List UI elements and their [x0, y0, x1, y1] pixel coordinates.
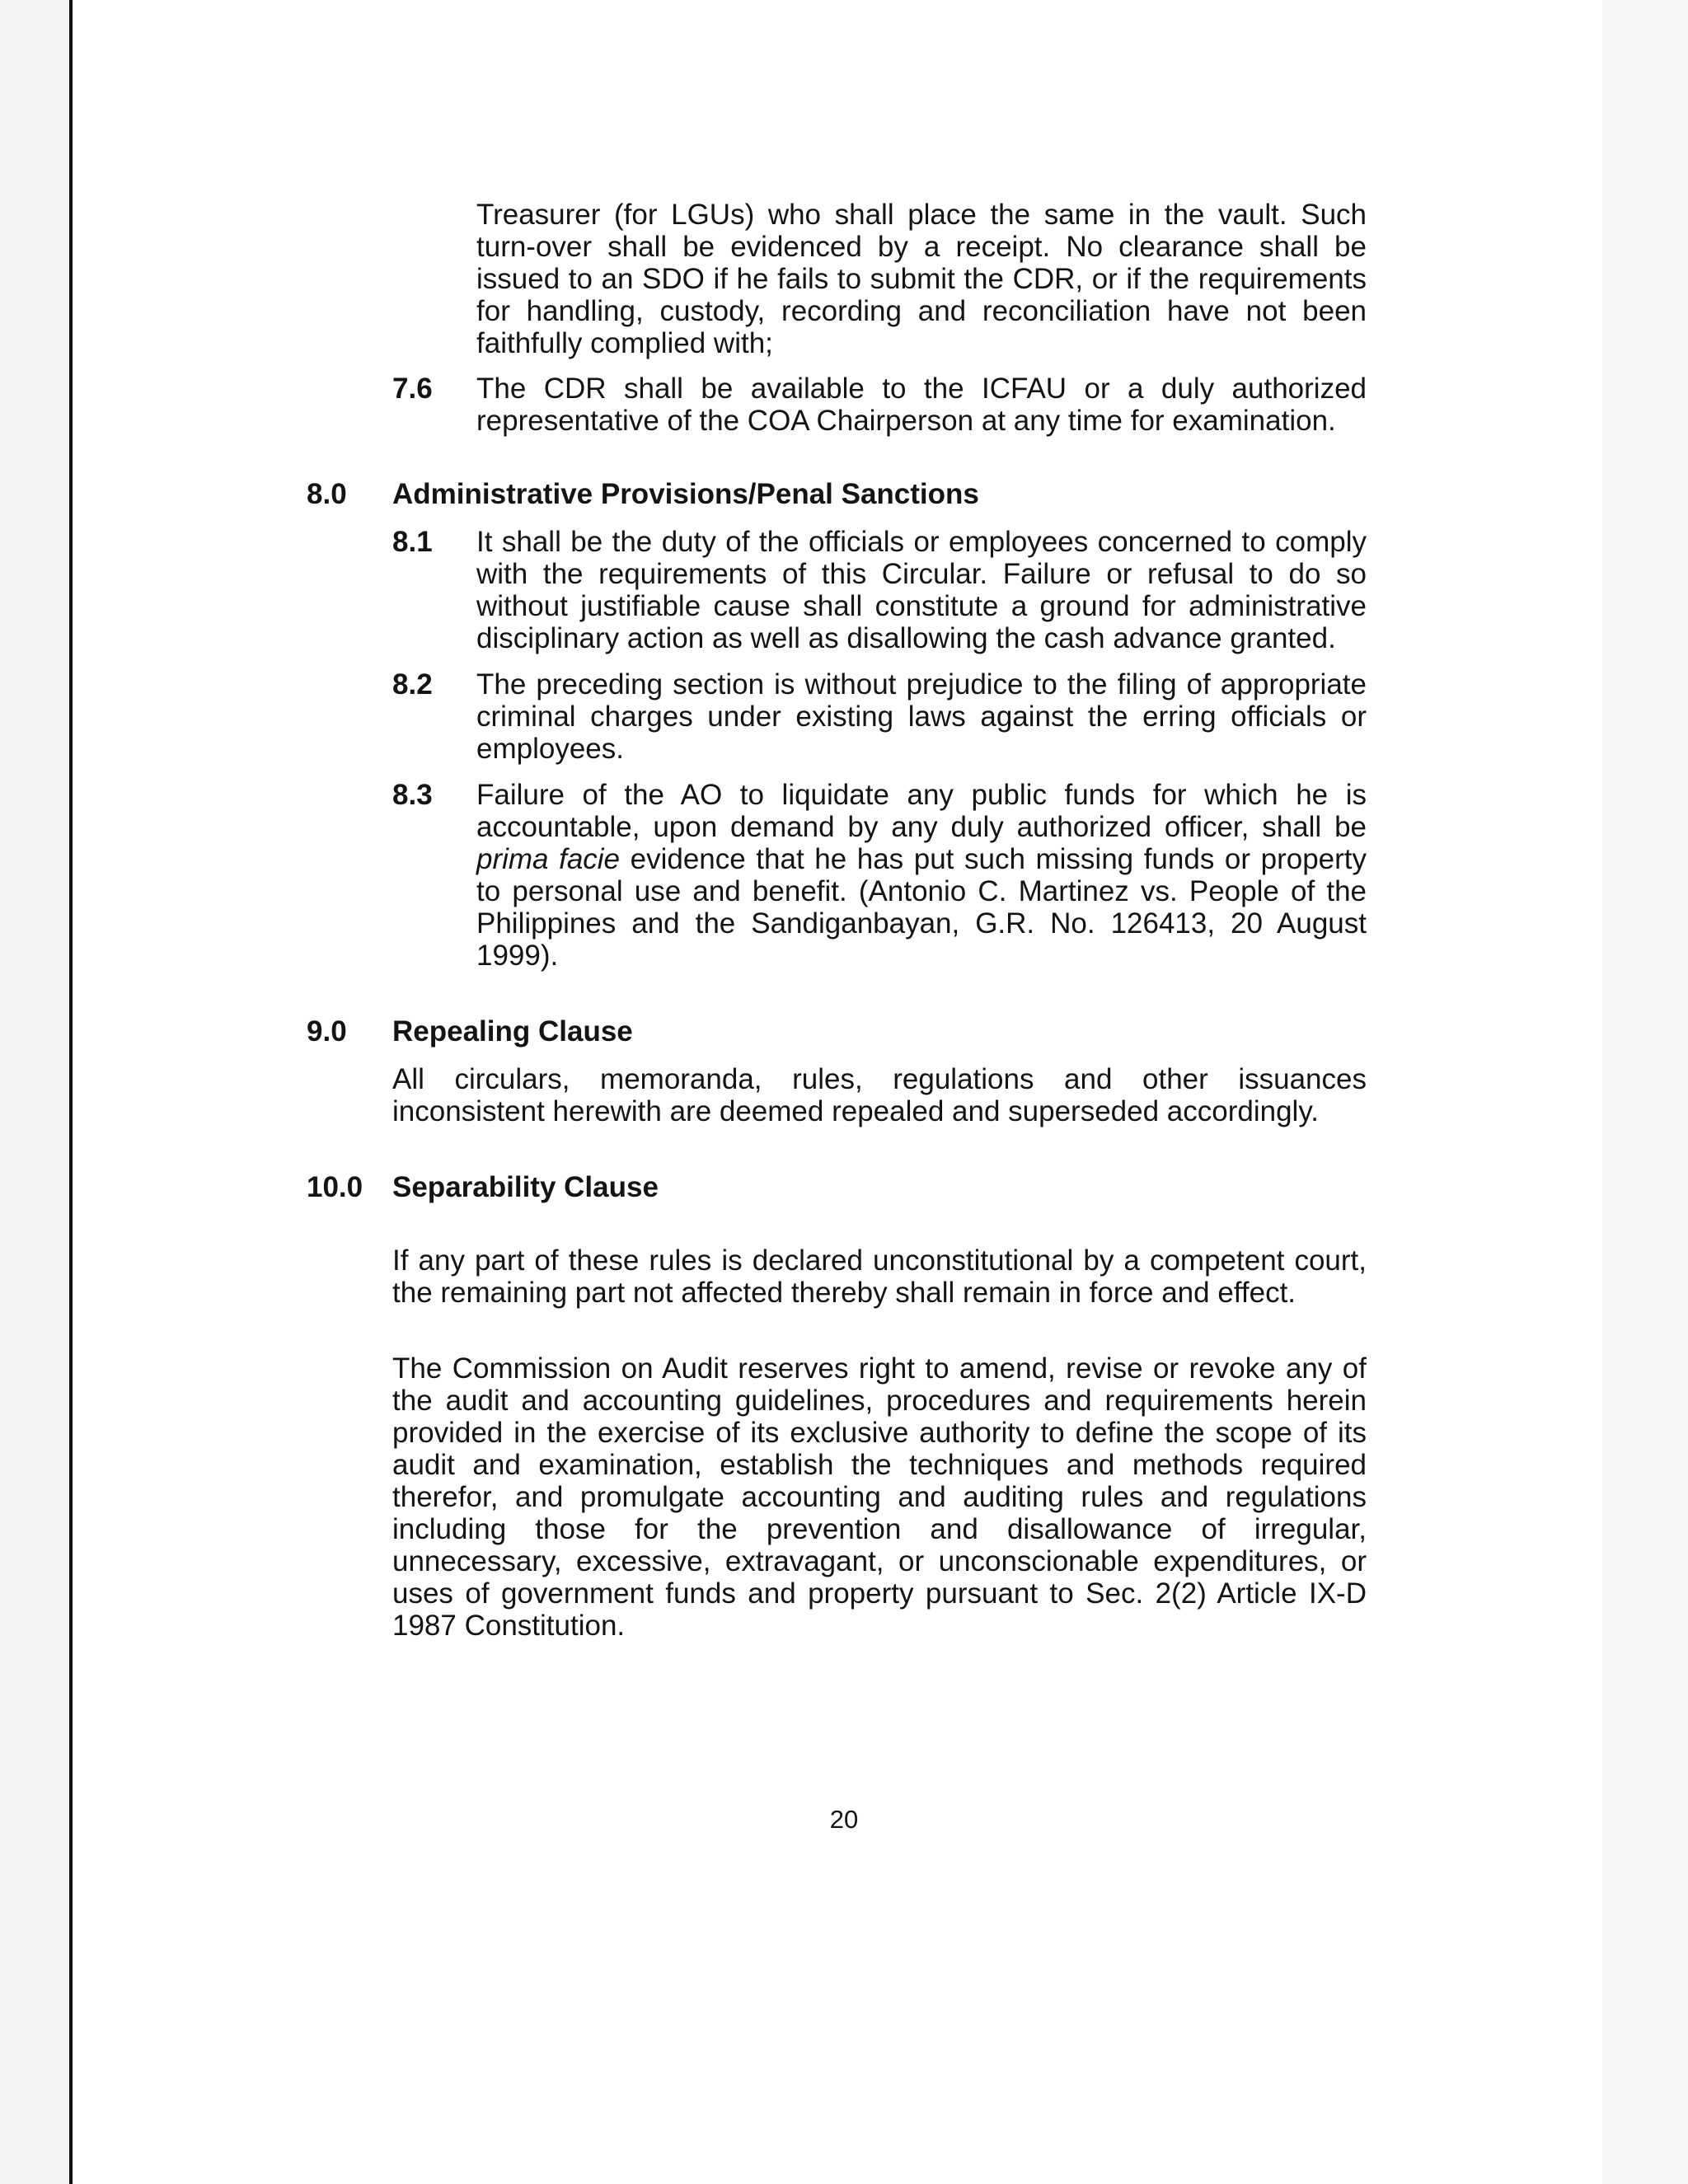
- section-number-9: 9.0: [307, 1015, 347, 1047]
- item-number-7-6: 7.6: [392, 373, 433, 405]
- item-text-8-3: [476, 779, 1367, 972]
- continuation-paragraph: Treasurer (for LGUs) who shall place the same in the vault. Such turn-over shall be evidenced by a receipt. No clearance shall be issued to an SDO if he fails to submit the CDR, or if the requirements for handling, custody, recording and reconciliation have not been faithfully complied with;: [476, 199, 1367, 359]
- item-number-8-2: 8.2: [392, 668, 433, 701]
- prima-facie-italic: prima facie: [476, 843, 621, 875]
- closing-paragraph: The Commission on Audit reserves right to amend, revise or revoke any of the audit and accounting guidelines, procedures and requirements herein provided in the exercise of its exclusive authority to define the scope of its audit and examination, establish the techniques and methods required therefor, and promulgate accounting and auditing rules and regulations including those for the prevention and disallowance of irregular, unnecessary, excessive, extravagant, or unconscionable expenditures, or uses of government funds and property pursuant to Sec. 2(2) Article IX-D 1987 Constitution.: [392, 1352, 1367, 1642]
- section-text-9: All circulars, memoranda, rules, regulations and other issuances inconsistent herewith are deemed repealed and superseded accordingly.: [392, 1063, 1367, 1127]
- item-text-8-2: The preceding section is without prejudice to the filing of appropriate criminal charges under existing laws against the erring officials or employees.: [476, 668, 1367, 765]
- item-text-8-1: It shall be the duty of the officials or employees concerned to comply with the requirements of this Circular. Failure or refusal to do so without justifiable cause shall constitute a ground for administrative disciplinary action as well as disallowing the cash advance granted.: [476, 526, 1367, 654]
- item-text-8-3-part-2: evidence that he has put such missing funds or property to personal use and benefit. (Antonio C. Martinez vs. People of the Philippines and the Sandiganbayan, G.R. No. 126413, 20 August 1999).: [476, 843, 1367, 972]
- section-title-9: Repealing Clause: [392, 1015, 633, 1047]
- section-number-8: 8.0: [307, 478, 347, 510]
- page-number: 20: [829, 1805, 859, 1834]
- section-number-10: 10.0: [307, 1171, 363, 1203]
- item-number-8-1: 8.1: [392, 526, 433, 558]
- item-text-7-6: The CDR shall be available to the ICFAU or a duly authorized representative of the COA Chairperson at any time for examination.: [476, 373, 1367, 437]
- item-text-8-3-part-1: Failure of the AO to liquidate any public funds for which he is accountable, upon demand by any duly authorized officer, shall be: [476, 779, 1367, 843]
- item-number-8-3: 8.3: [392, 779, 433, 811]
- section-title-8: Administrative Provisions/Penal Sanctions: [392, 478, 979, 510]
- section-text-10: If any part of these rules is declared unconstitutional by a competent court, the remaining part not affected thereby shall remain in force and effect.: [392, 1244, 1367, 1309]
- section-title-10: Separability Clause: [392, 1171, 659, 1203]
